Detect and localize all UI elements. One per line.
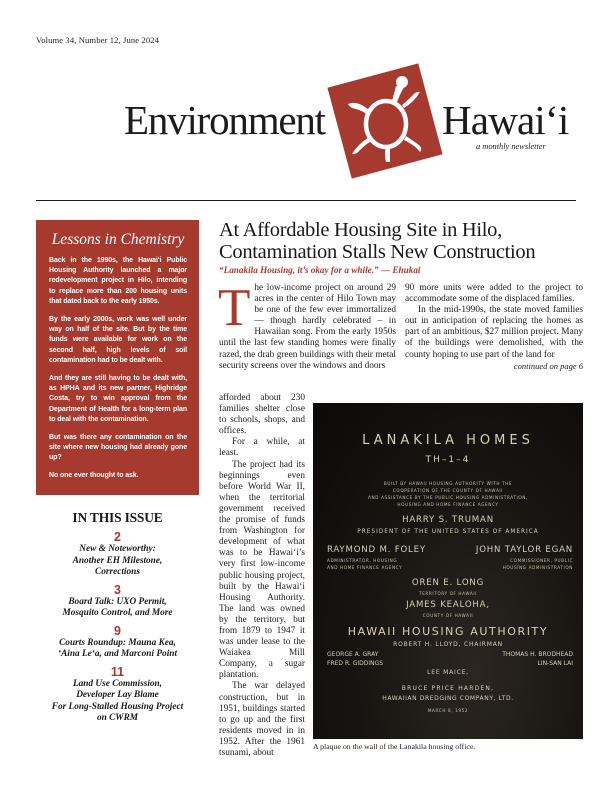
plaque-text: LEE MAICE, [427, 669, 469, 676]
sidebar-paragraph: But was there any contamination on the site where new housing had already gone up? [49, 433, 187, 462]
toc-title-line: on CWRM [96, 713, 139, 723]
plaque-text: TERRITORY OF HAWAII [418, 591, 478, 596]
plaque-text: FRED R. GIDDINGS [327, 660, 384, 667]
plaque-code: TH–1–4 [425, 455, 471, 465]
sidebar-paragraph: No one ever thought to ask. [49, 471, 139, 479]
toc-title-line: Mosquito Control, and More [62, 608, 173, 618]
article-paragraph: For a while, at least. [219, 437, 305, 459]
toc-item[interactable] [36, 584, 199, 620]
masthead-divider [36, 200, 576, 201]
masthead-hawaii: Hawaiʻi [442, 97, 569, 143]
plaque-text: LIN-SAN LAI [537, 660, 573, 667]
plaque-text: THOMAS H. BRODHEAD [502, 651, 573, 658]
plaque-text: HOUSING AND HOME FINANCE AGENCY [397, 502, 499, 507]
in-this-issue [36, 510, 199, 725]
article-column-2 [405, 283, 583, 372]
toc-page-number: 2 [114, 530, 121, 544]
toc-page-number: 11 [110, 664, 125, 679]
toc-title-line: Another EH Milestone, [72, 555, 163, 566]
plaque-text: HOUSING ADMINISTRATION [502, 565, 573, 570]
plaque-text: JOHN TAYLOR EGAN [475, 545, 573, 555]
toc-title-line: Land Use Commission, [72, 678, 163, 689]
article-paragraph: 90 more units were added to the project to accommodate some of the displaced families. [405, 283, 583, 305]
toc-item[interactable] [36, 625, 199, 661]
plaque-text: COMMISSIONER, PUBLIC [510, 558, 573, 563]
plaque-text: COUNTY OF HAWAII [422, 613, 474, 618]
sidebar-paragraph: Back in the 1990s, the Hawaiʻi Public Housing Authority launched a major redevelopment project in Hilo, intending to replace more than 200 housing units that dated back to the early 1950s. [49, 256, 187, 306]
toc-title-line: ʻAina Leʻa, and Marconi Point [57, 649, 178, 659]
plaque-text: BUILT BY HAWAII HOUSING AUTHORITY WITH THE [383, 481, 513, 486]
sea-turtle-icon [320, 56, 450, 186]
plaque-text: AND HOME FINANCE AGENCY [327, 565, 403, 570]
plaque-text: HAWAII HOUSING AUTHORITY [347, 625, 549, 638]
plaque-text: BRUCE PRICE HARDEN, [401, 685, 495, 692]
plaque-text: OREN E. LONG [411, 578, 485, 588]
headline-line-2: Contamination Stalls New Construction [219, 241, 536, 263]
toc-page-number: 9 [114, 623, 121, 638]
toc-title-line: Developer Lay Blame [76, 690, 159, 700]
article-column-1-narrow [219, 393, 305, 759]
drop-cap: T [218, 279, 251, 337]
toc-heading: IN THIS ISSUE [72, 510, 163, 525]
masthead-environment: Environment [124, 97, 325, 143]
article-column-1 [218, 279, 396, 372]
sidebar-paragraph: And they are still having to be dealt with, as HPHA and its new partner, Highridge Costa, try to win approval from the Department of Health for a long-term plan to deal with the contamination. [49, 374, 187, 424]
plaque-text: GEORGE A. GRAY [327, 651, 379, 658]
plaque-text: ADMINISTRATOR, HOUSING [327, 558, 398, 563]
tagline: a monthly newsletter [476, 142, 546, 151]
toc-title-line: New & Noteworthy: [79, 544, 156, 554]
plaque-text: COOPERATION OF THE COUNTY OF HAWAII [392, 488, 504, 493]
plaque-photo [313, 403, 583, 739]
toc-title-line: For Long-Stalled Housing Project [51, 701, 184, 712]
plaque-title: LANAKILA HOMES [362, 433, 534, 448]
toc-page-number: 3 [114, 582, 121, 597]
plaque-text: JAMES KEALOHA, [406, 600, 490, 610]
volume-line: Volume 34, Number 12, June 2024 [36, 35, 160, 45]
sidebar-title: Lessons in Chemistry [51, 231, 185, 248]
toc-title-line: Board Talk: UXO Permit, [68, 596, 167, 607]
toc-title-line: Corrections [95, 567, 140, 577]
headline-line-1: At Affordable Housing Site in Hilo, [219, 219, 502, 241]
toc-item[interactable] [36, 666, 199, 725]
plaque-text: ROBERT H. LLOYD, CHAIRMAN [393, 641, 503, 648]
article-headline [219, 219, 589, 263]
lessons-in-chemistry-box [36, 220, 199, 495]
plaque-text: PRESIDENT OF THE UNITED STATES OF AMERICA [357, 529, 539, 535]
article-paragraph: The war delayed construction, but in 1951, buildings started to go up and the first residents moved in in 1952. After the 1961 tsunami, about [219, 681, 305, 758]
article-paragraph: The project had its beginnings even before World War II, when the territorial government received the promise of funds from Washington for development of what was to be Hawaiʻi’s very first low-income public housing project, built by the Hawaiʻi Housing Authority. The land was owned by the territory, but from 1879 to 1947 it was under lease to the Waiakea Mill Company, a sugar plantation. [219, 459, 305, 681]
plaque-text: AND ASSISTANCE BY THE PUBLIC HOUSING ADMINISTRATION, [368, 495, 528, 500]
continued-on-page-link[interactable]: continued on page 6 [513, 360, 583, 371]
article-text: he low-income project on around 29 acres in the center of Hilo Town may be one of the few ever immortalized — though hardly celebrated – in Hawaiian song. From the early 1950s until the last few standing homes were finally razed, the drab green buildings with their metal security screens over the windows and doors [219, 283, 396, 371]
photo-caption: A plaque on the wall of the Lanakila housing office. [313, 742, 476, 751]
article-deck-quote: “Lanakila Housing, it’s okay for a while.” — Ehukai [219, 265, 421, 275]
plaque-text: HAWAIIAN DREDGING COMPANY, LTD. [382, 695, 514, 702]
article-paragraph: afforded about 230 families shelter close to schools, shops, and offices. [219, 393, 305, 437]
plaque-text: HARRY S. TRUMAN [402, 515, 494, 525]
toc-title-line: Courts Roundup: Mauna Kea, [59, 637, 176, 648]
sidebar-paragraph: By the early 2000s, work was well under way on half of the site. But by the time funds were available for work on the second half, high levels of soil contamination had to be dealt with. [49, 315, 187, 365]
plaque-text: RAYMOND M. FOLEY [327, 545, 426, 555]
plaque-text: MARCH 8, 1952 [427, 708, 469, 713]
article-paragraph: In the mid-1990s, the state moved families out in anticipation of replacing the homes as part of an ambitious, $27 million project. Many of the buildings were demolished, with the county hoping to use part of the land for [405, 305, 583, 360]
toc-item[interactable] [36, 531, 199, 579]
